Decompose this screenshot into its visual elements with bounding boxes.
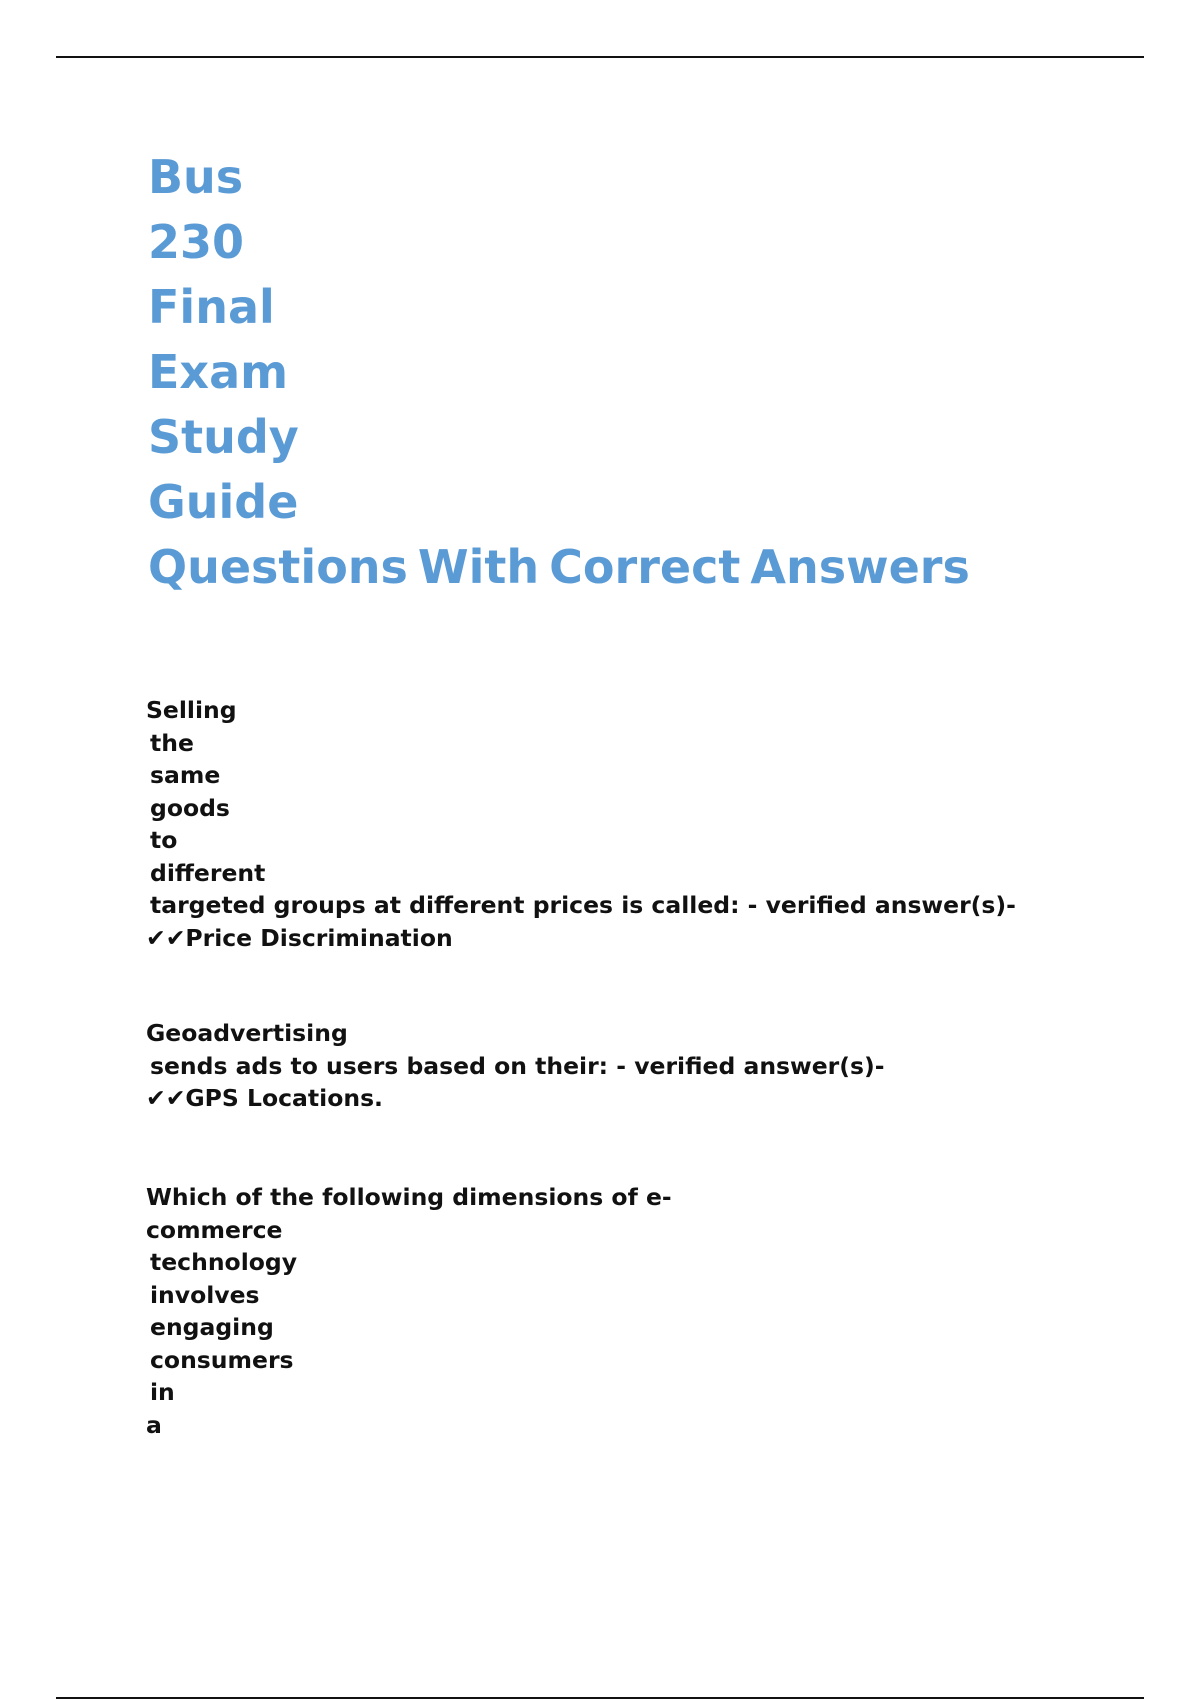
title-line: Guide [148, 475, 299, 529]
title-word: Correct [549, 540, 741, 594]
question-line: the [150, 728, 194, 757]
title-line: 230 [148, 215, 245, 269]
question-line: Selling [146, 696, 237, 724]
question-line: targeted groups at different prices is called: - verified answer(s)- [150, 891, 1016, 919]
title-line: Exam [148, 345, 289, 399]
title-line: Study [148, 410, 299, 464]
question-line: engaging [150, 1313, 274, 1341]
document-title [148, 145, 970, 600]
question-line: a [146, 1410, 162, 1439]
title-line: Bus [148, 150, 244, 204]
question-block-2 [146, 1017, 885, 1115]
title-word: Answers [750, 540, 970, 594]
question-line: to [150, 826, 178, 854]
question-block-3 [146, 1181, 672, 1441]
question-line: Geoadvertising [146, 1019, 348, 1047]
question-line: different [150, 858, 266, 887]
title-line-last [148, 535, 970, 600]
question-line: consumers [150, 1345, 294, 1374]
title-word: With [417, 540, 540, 594]
title-line: Final [148, 280, 275, 334]
question-line: sends ads to users based on their: - verified answer(s)- [150, 1051, 885, 1080]
answer-line: ✔✔GPS Locations. [146, 1084, 383, 1112]
question-line: commerce [146, 1215, 283, 1244]
question-line: goods [150, 793, 230, 822]
question-line: technology [150, 1248, 298, 1276]
answer-line: ✔✔Price Discrimination [146, 923, 453, 952]
question-line: same [150, 761, 221, 789]
question-block-1 [146, 694, 1016, 954]
title-word: Questions [148, 540, 408, 594]
question-line: Which of the following dimensions of e- [146, 1183, 672, 1211]
question-line: involves [150, 1280, 260, 1309]
top-rule [56, 56, 1144, 58]
bottom-rule [56, 1697, 1144, 1699]
question-line: in [150, 1378, 175, 1406]
